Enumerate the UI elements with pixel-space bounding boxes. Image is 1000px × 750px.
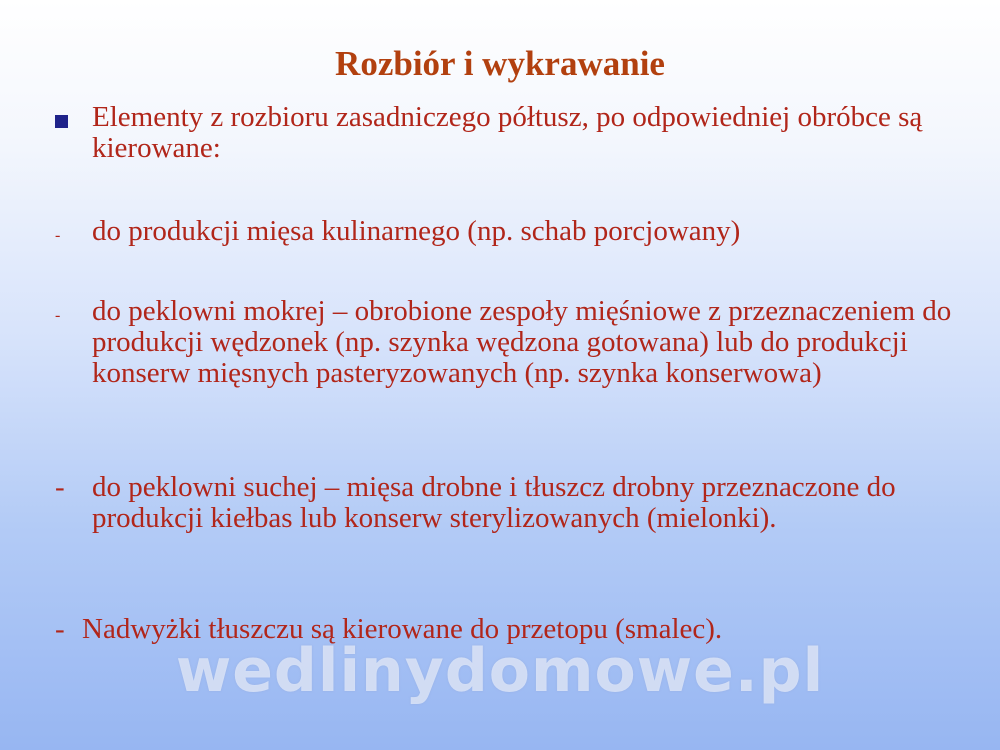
dash-marker: - xyxy=(55,227,61,244)
watermark: wedlinydomowe.pl xyxy=(175,636,825,706)
dash-marker: - xyxy=(55,613,65,645)
list-item-text: do produkcji mięsa kulinarnego (np. schab porcjowany) xyxy=(92,215,741,247)
list-item-text: Elementy z rozbioru zasadniczego półtusz, po odpowiedniej obróbce są kierowane: xyxy=(92,101,923,164)
square-bullet-icon xyxy=(55,115,68,128)
dash-marker: - xyxy=(55,307,61,324)
slide-title: Rozbiór i wykrawanie xyxy=(335,44,665,83)
dash-marker: - xyxy=(55,471,65,503)
list-item-text: do peklowni suchej – mięsa drobne i tłuszcz drobny przeznaczone do produkcji kiełbas lub konserw sterylizowanych (mielonki). xyxy=(92,471,896,534)
list-item-text: Nadwyżki tłuszczu są kierowane do przetopu (smalec). xyxy=(82,613,723,645)
list-item-text: do peklowni mokrej – obrobione zespoły mięśniowe z przeznaczeniem do produkcji wędzonek (np. szynka wędzona gotowana) lub do produkcji konserw mięsnych pasteryzowanych (np. szynka konserwowa) xyxy=(92,295,952,389)
